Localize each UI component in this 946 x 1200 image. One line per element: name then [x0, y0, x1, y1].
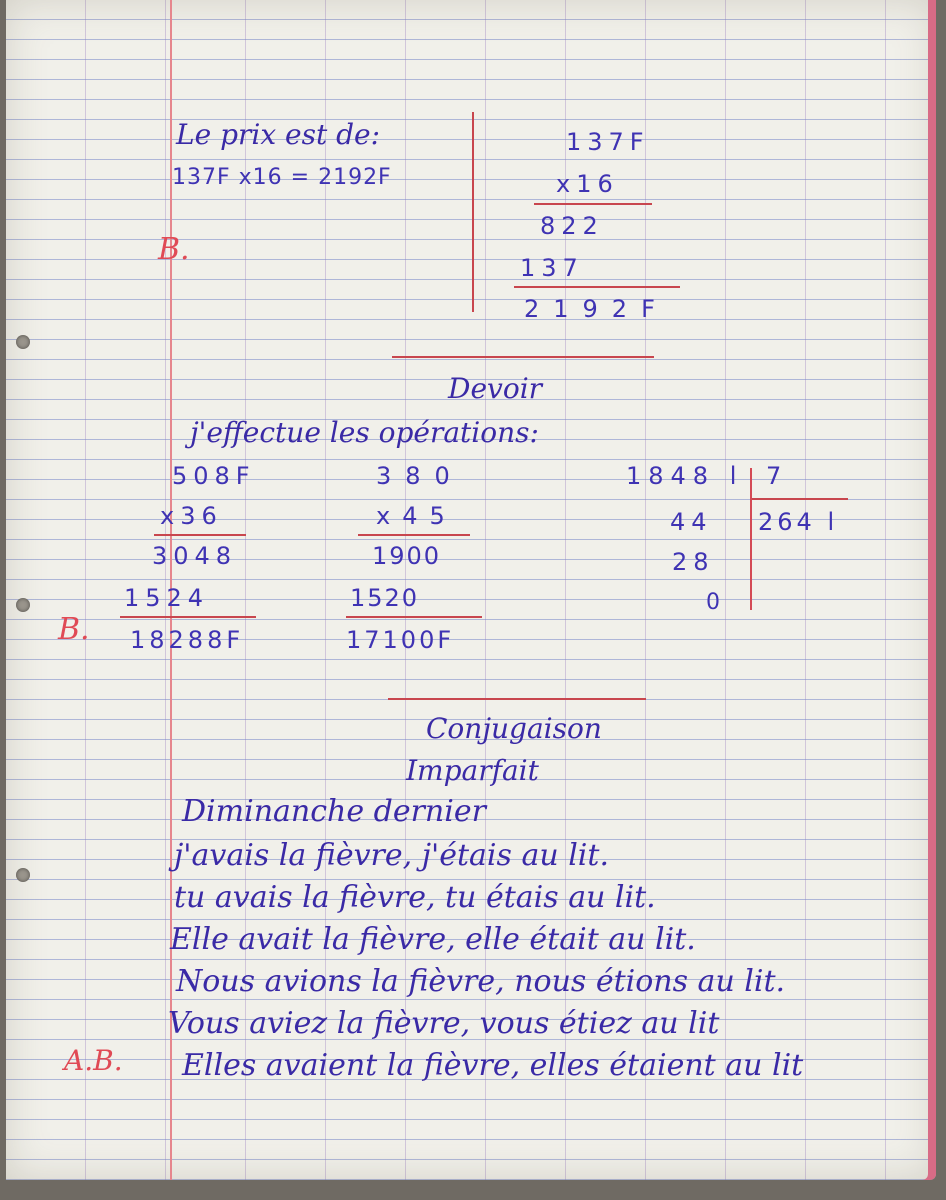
op2-line: x45 — [376, 502, 457, 530]
conjugation-line: Elles avaient la fièvre, elles étaient au lit — [182, 1048, 804, 1083]
calc-rule — [514, 286, 680, 288]
section-divider — [388, 698, 646, 700]
calc-line: 137 — [520, 254, 584, 282]
binding-hole — [16, 598, 30, 612]
op1-line: 508F — [172, 462, 256, 490]
problem-equation: 137F x16 = 2192F — [172, 165, 392, 190]
op2-line: 1520 — [350, 584, 420, 612]
op1-rule — [154, 534, 246, 536]
op2-line: 1900 — [372, 542, 442, 570]
op2-rule — [346, 616, 482, 618]
binding-hole — [16, 335, 30, 349]
op2-rule — [358, 534, 470, 536]
conjugation-line: Elle avait la fièvre, elle était au lit. — [170, 922, 696, 957]
division-quotient: 264 l — [758, 508, 839, 536]
division-bar — [750, 468, 752, 610]
division-step: 44 — [670, 508, 713, 536]
instruction: j'effectue les opérations: — [190, 416, 539, 449]
grade-mark: A.B. — [64, 1044, 123, 1077]
calc-line: 2192F — [524, 295, 669, 323]
problem-statement: Le prix est de: — [176, 118, 381, 151]
op1-line: 1524 — [124, 584, 210, 612]
conjugation-line: j'avais la fièvre, j'étais au lit. — [174, 838, 609, 873]
calc-rule — [534, 203, 652, 205]
section-subtitle: Imparfait — [406, 754, 539, 787]
division-divisor: 7 — [766, 462, 788, 490]
division-step: 0 — [706, 590, 726, 615]
binding-hole — [16, 868, 30, 882]
conjugation-line: tu avais la fièvre, tu étais au lit. — [174, 880, 656, 915]
calc-line: x16 — [556, 170, 619, 198]
section-title: Conjugaison — [426, 712, 602, 745]
op2-result: 17100F — [346, 626, 455, 654]
notebook-page — [6, 0, 936, 1180]
op2-line: 380 — [376, 462, 464, 490]
conjugation-line: Diminanche dernier — [182, 794, 486, 829]
section-title: Devoir — [448, 372, 543, 405]
calc-line: 137F — [566, 128, 650, 156]
grade-mark: B. — [158, 232, 190, 267]
op1-result: 18288F — [130, 626, 245, 654]
conjugation-line: Nous avions la fièvre, nous étions au lit. — [176, 964, 786, 999]
section-divider — [392, 356, 654, 358]
division-rule — [752, 498, 848, 500]
separator-line — [472, 112, 474, 312]
op1-line: 3048 — [152, 542, 238, 570]
op1-line: x36 — [160, 502, 223, 530]
division-dividend: 1848 l — [626, 462, 744, 490]
calc-line: 822 — [540, 212, 604, 240]
conjugation-line: Vous aviez la fièvre, vous étiez au lit — [168, 1006, 720, 1041]
division-step: 28 — [672, 548, 715, 576]
op1-rule — [120, 616, 256, 618]
grade-mark: B. — [58, 612, 90, 647]
